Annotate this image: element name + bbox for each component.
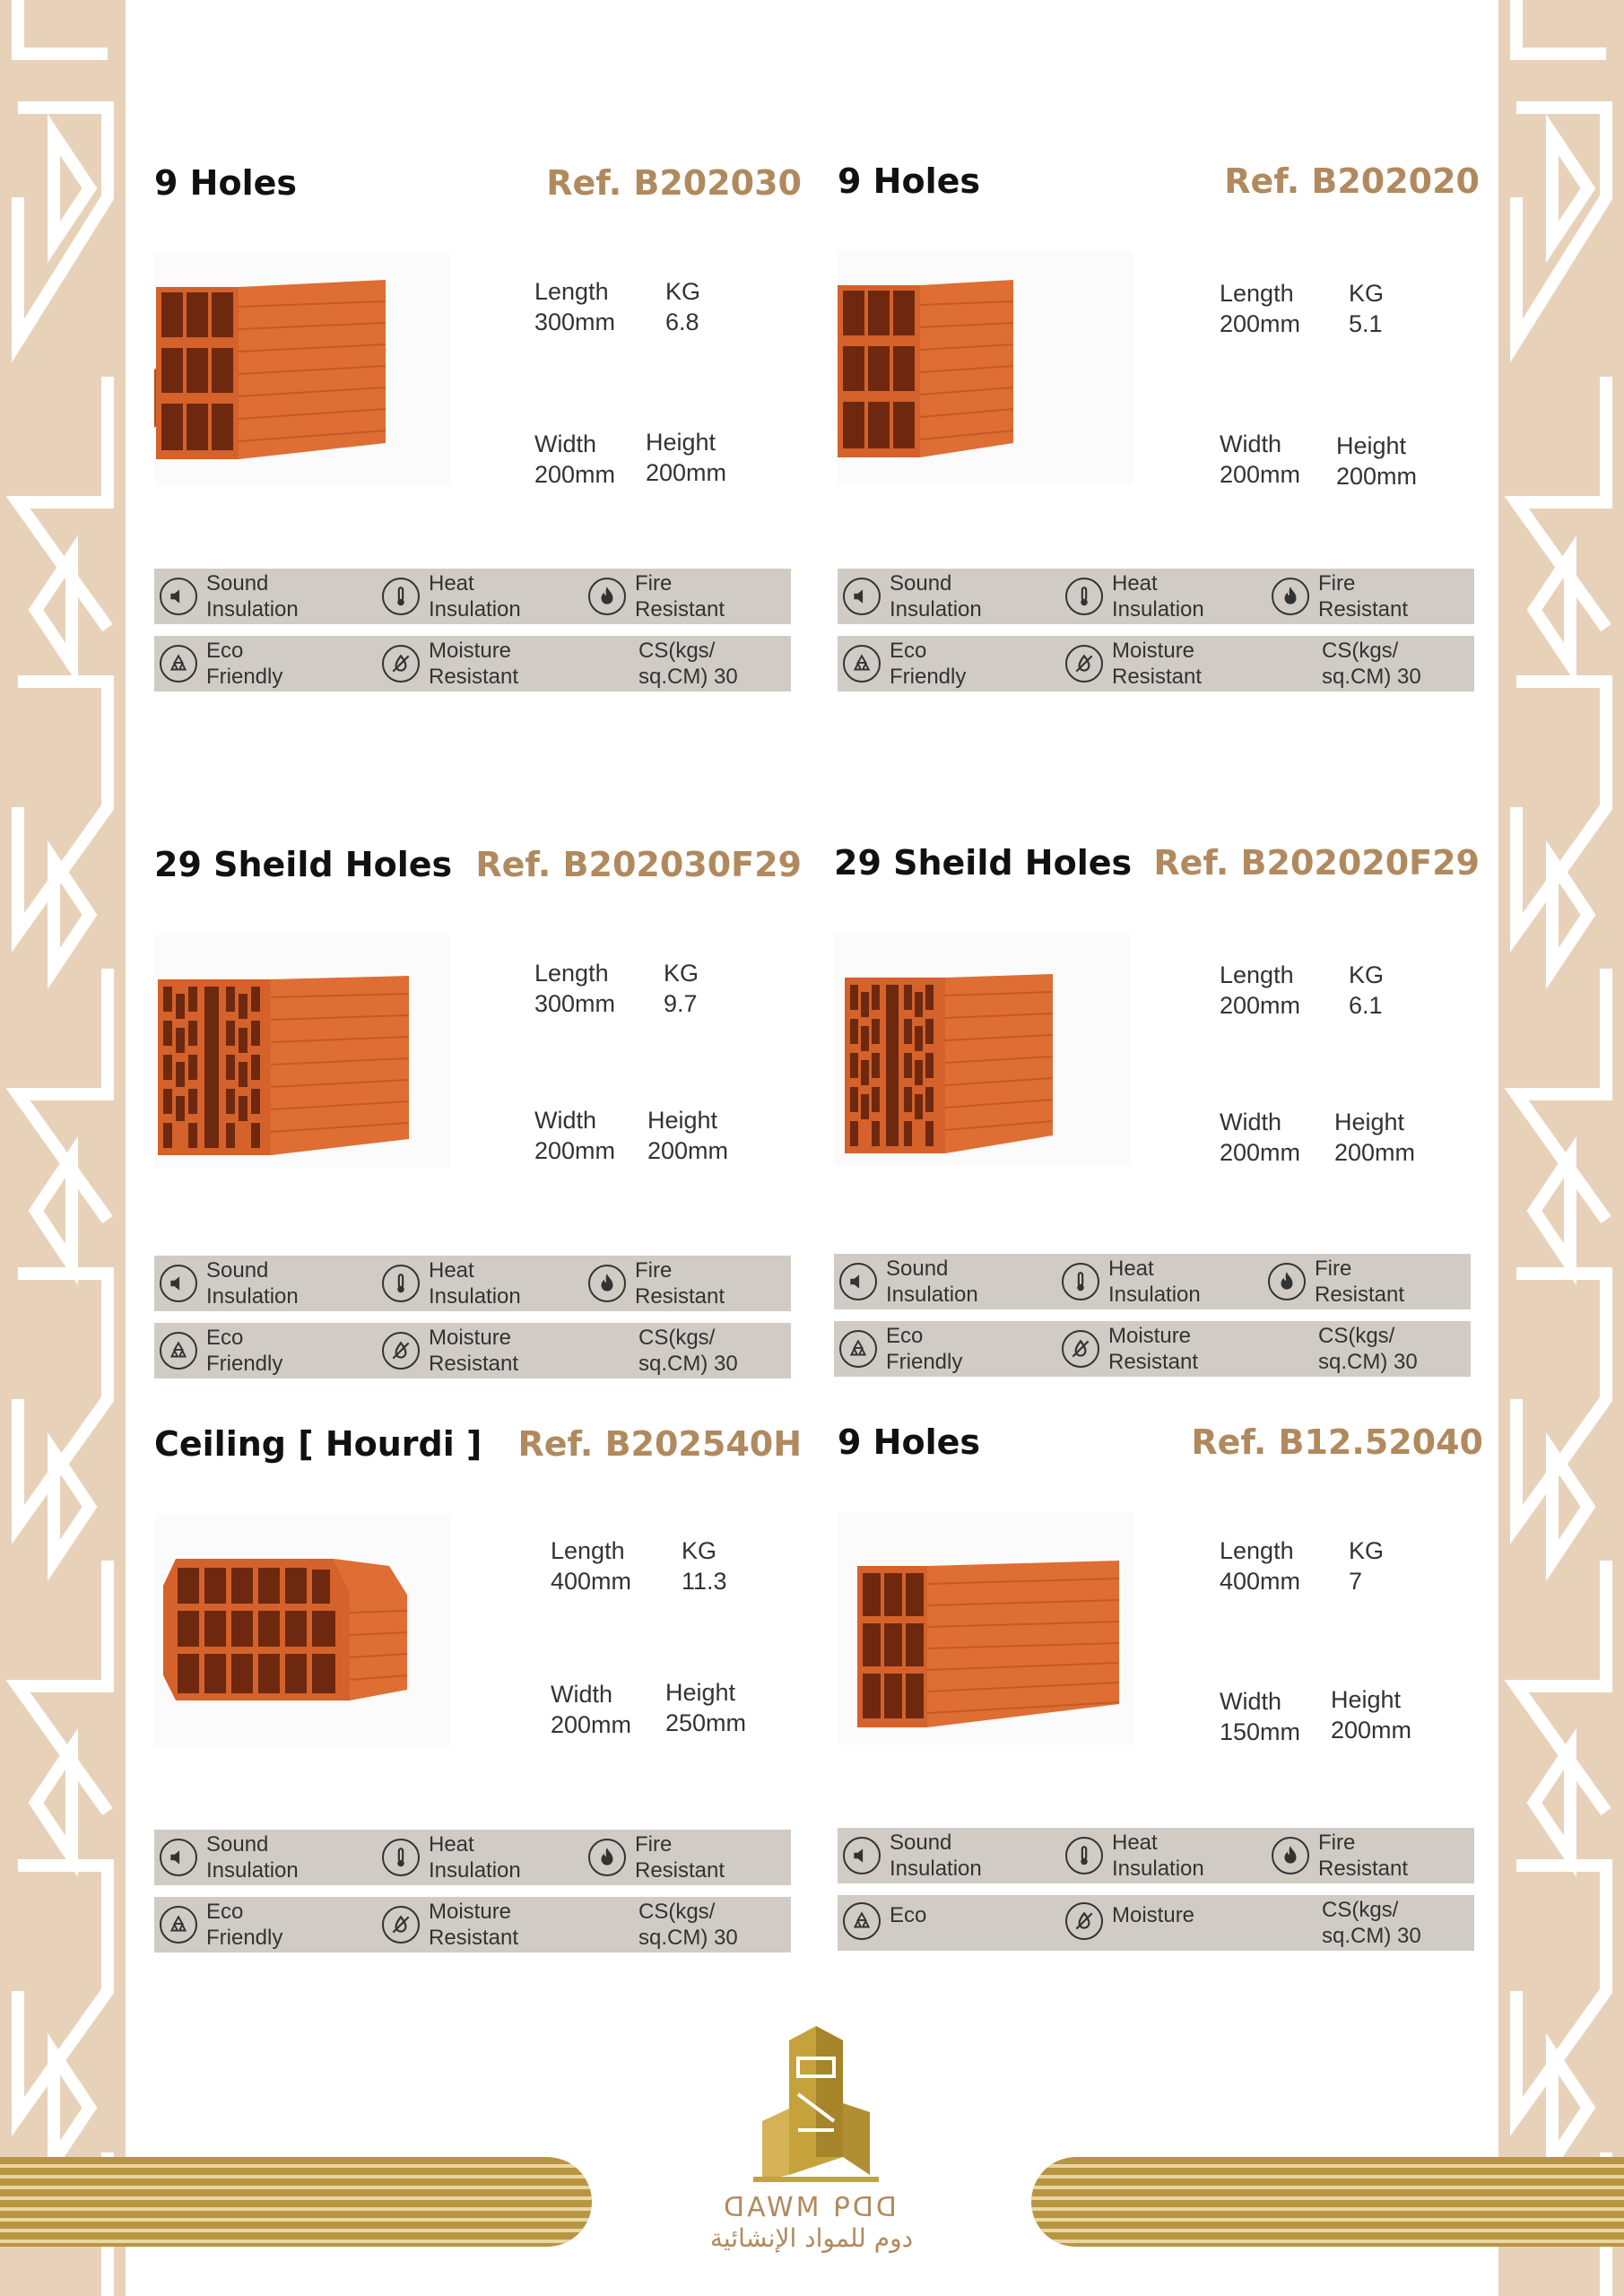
product-card xyxy=(838,161,1483,689)
no-moisture-icon xyxy=(382,645,420,683)
hourdi-ceiling-brick-image xyxy=(154,1514,450,1747)
feature-moisture: Moisture Resistant xyxy=(1065,636,1202,691)
product-title: 29 Sheild Holes xyxy=(834,843,1133,883)
speaker-icon xyxy=(160,1265,197,1302)
flame-icon xyxy=(1272,578,1309,615)
spec-height: Height 200mm xyxy=(1336,432,1418,490)
speaker-icon xyxy=(160,1839,197,1876)
9-holes-brick-image xyxy=(838,251,1133,484)
product-card xyxy=(154,1424,802,1950)
recycle-icon xyxy=(160,1332,197,1370)
spec-width: Width 200mm xyxy=(1220,1109,1301,1166)
flame-icon xyxy=(588,1839,626,1876)
feature-sound: Sound Insulation xyxy=(843,1828,982,1883)
product-ref: Ref. B202030F29 xyxy=(475,845,802,884)
logo-arabic-text: دوم للمواد الإنشائية xyxy=(709,2223,914,2253)
spec-kg: KG 6.1 xyxy=(1349,961,1385,1019)
features-bar-bottom xyxy=(838,636,1474,691)
recycle-icon xyxy=(839,1330,877,1368)
feature-heat: Heat Insulation xyxy=(1065,569,1204,624)
spec-height: Height 200mm xyxy=(647,1107,729,1164)
speaker-icon xyxy=(160,578,197,615)
29-shield-holes-brick-image xyxy=(834,933,1130,1166)
right-footer-stripes xyxy=(1031,2157,1624,2247)
product-card xyxy=(834,843,1480,1374)
speaker-icon xyxy=(843,578,881,615)
spec-kg: KG 9.7 xyxy=(664,960,699,1017)
spec-kg: KG 6.8 xyxy=(665,278,701,335)
spec-height: Height 200mm xyxy=(646,429,727,486)
feature-sound: Sound Insulation xyxy=(160,1256,299,1311)
features-bar-top xyxy=(154,569,791,624)
product-ref: Ref. B202540H xyxy=(517,1424,802,1464)
thermometer-icon xyxy=(1062,1263,1099,1300)
features-bar-bottom xyxy=(154,636,791,691)
feature-heat: Heat Insulation xyxy=(382,1830,521,1885)
feature-sound: Sound Insulation xyxy=(160,1830,299,1885)
feature-fire: Fire Resistant xyxy=(588,1256,725,1311)
flame-icon xyxy=(588,578,626,615)
feature-heat: Heat Insulation xyxy=(1062,1254,1201,1309)
thermometer-icon xyxy=(382,1839,420,1876)
left-footer-stripes xyxy=(0,2157,592,2247)
spec-length: Length 300mm xyxy=(534,278,616,335)
feature-eco: Eco Friendly xyxy=(160,1897,282,1952)
product-card xyxy=(838,1422,1483,1948)
feature-fire: Fire Resistant xyxy=(588,569,725,624)
recycle-icon xyxy=(843,645,881,683)
product-title: 9 Holes xyxy=(838,161,980,201)
feature-cs: CS(kgs/ sq.CM) 30 xyxy=(1318,1324,1418,1374)
recycle-icon xyxy=(160,645,197,683)
product-ref: Ref. B202030 xyxy=(546,163,802,203)
left-decorative-border xyxy=(0,0,126,2296)
feature-heat: Heat Insulation xyxy=(382,569,521,624)
spec-width: Width 150mm xyxy=(1220,1688,1301,1745)
product-title: 9 Holes xyxy=(154,163,297,203)
spec-height: Height 250mm xyxy=(665,1679,747,1736)
spec-kg: KG 11.3 xyxy=(682,1537,727,1595)
no-moisture-icon xyxy=(1065,1902,1103,1940)
no-moisture-icon xyxy=(382,1332,420,1370)
thermometer-icon xyxy=(1065,1837,1103,1874)
logo-latin-text: ᗡAWM ᑭᗡᗡ xyxy=(724,2192,899,2223)
feature-sound: Sound Insulation xyxy=(160,569,299,624)
features-bar-top xyxy=(154,1830,791,1885)
spec-kg: KG 5.1 xyxy=(1349,280,1385,337)
feature-heat: Heat Insulation xyxy=(382,1256,521,1311)
feature-moisture: Moisture Resistant xyxy=(1062,1321,1198,1377)
features-bar-top xyxy=(834,1254,1471,1309)
feature-eco: Eco Friendly xyxy=(160,1323,282,1378)
feature-eco: Eco Friendly xyxy=(160,636,282,691)
spec-height: Height 200mm xyxy=(1334,1109,1416,1166)
thermometer-icon xyxy=(382,1265,420,1302)
speaker-icon xyxy=(843,1837,881,1874)
no-moisture-icon xyxy=(1065,645,1103,683)
spec-width: Width 200mm xyxy=(1220,430,1301,488)
9-holes-long-brick-image xyxy=(838,1512,1133,1745)
feature-moisture: Moisture Resistant xyxy=(382,636,518,691)
feature-fire: Fire Resistant xyxy=(1272,569,1408,624)
features-bar-top xyxy=(838,569,1474,624)
product-title: Ceiling [ Hourdi ] xyxy=(154,1424,482,1464)
feature-moisture: Moisture xyxy=(1065,1895,1194,1958)
product-card xyxy=(154,845,802,1376)
feature-cs: CS(kgs/ sq.CM) 30 xyxy=(1322,1898,1421,1948)
feature-cs: CS(kgs/ sq.CM) 30 xyxy=(1322,639,1421,689)
features-bar-top xyxy=(838,1828,1474,1883)
spec-width: Width 200mm xyxy=(534,430,616,488)
features-bar-bottom xyxy=(834,1321,1471,1377)
feature-cs: CS(kgs/ sq.CM) 30 xyxy=(638,639,738,689)
thermometer-icon xyxy=(382,578,420,615)
flame-icon xyxy=(588,1265,626,1302)
feature-fire: Fire Resistant xyxy=(1268,1254,1404,1309)
features-bar-bottom xyxy=(154,1323,791,1378)
feature-sound: Sound Insulation xyxy=(843,569,982,624)
spec-length: Length 400mm xyxy=(551,1537,632,1595)
29-shield-holes-brick-image xyxy=(154,935,450,1168)
feature-heat: Heat Insulation xyxy=(1065,1828,1204,1883)
flame-icon xyxy=(1272,1837,1309,1874)
feature-fire: Fire Resistant xyxy=(588,1830,725,1885)
flame-icon xyxy=(1268,1263,1306,1300)
product-ref: Ref. B202020F29 xyxy=(1153,843,1480,883)
spec-length: Length 200mm xyxy=(1220,961,1301,1019)
product-ref: Ref. B202020 xyxy=(1224,161,1480,201)
spec-length: Length 400mm xyxy=(1220,1537,1301,1595)
feature-fire: Fire Resistant xyxy=(1272,1828,1408,1883)
product-card xyxy=(154,163,802,689)
product-ref: Ref. B12.52040 xyxy=(1191,1422,1483,1462)
right-decorative-border xyxy=(1498,0,1624,2296)
features-bar-bottom xyxy=(838,1895,1474,1951)
spec-width: Width 200mm xyxy=(534,1107,616,1164)
feature-cs: CS(kgs/ sq.CM) 30 xyxy=(638,1900,738,1950)
no-moisture-icon xyxy=(382,1906,420,1944)
speaker-icon xyxy=(839,1263,877,1300)
product-title: 29 Sheild Holes xyxy=(154,845,453,884)
feature-eco: Eco Friendly xyxy=(839,1321,962,1377)
no-moisture-icon xyxy=(1062,1330,1099,1368)
spec-kg: KG 7 xyxy=(1349,1537,1385,1595)
thermometer-icon xyxy=(1065,578,1103,615)
feature-eco: Eco xyxy=(843,1895,926,1958)
feature-moisture: Moisture Resistant xyxy=(382,1897,518,1952)
feature-eco: Eco Friendly xyxy=(843,636,966,691)
spec-length: Length 200mm xyxy=(1220,280,1301,337)
feature-moisture: Moisture Resistant xyxy=(382,1323,518,1378)
spec-height: Height 200mm xyxy=(1331,1686,1412,1744)
features-bar-bottom xyxy=(154,1897,791,1952)
feature-sound: Sound Insulation xyxy=(839,1254,978,1309)
spec-length: Length 300mm xyxy=(534,960,616,1017)
spec-width: Width 200mm xyxy=(551,1681,632,1738)
features-bar-top xyxy=(154,1256,791,1311)
9-holes-brick-image xyxy=(154,253,450,486)
feature-cs: CS(kgs/ sq.CM) 30 xyxy=(638,1326,738,1376)
recycle-icon xyxy=(843,1902,881,1940)
recycle-icon xyxy=(160,1906,197,1944)
product-title: 9 Holes xyxy=(838,1422,980,1462)
company-logo xyxy=(699,2022,924,2256)
building-logo-icon xyxy=(699,2022,924,2184)
